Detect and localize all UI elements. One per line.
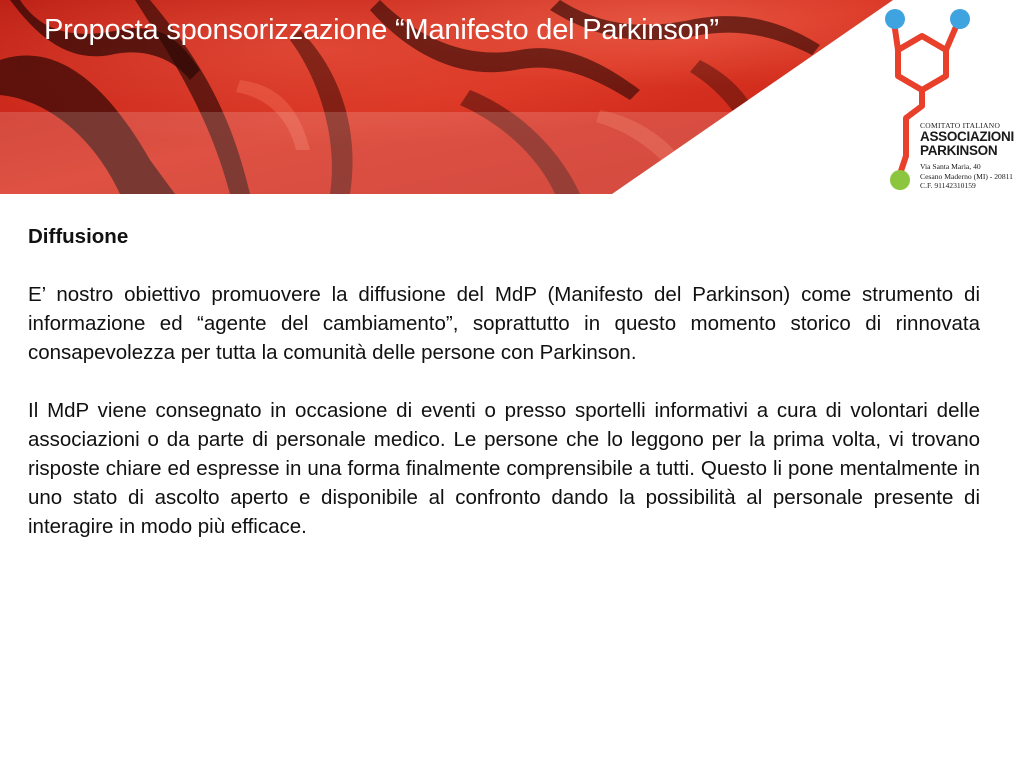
paragraph-objective: E’ nostro obiettivo promuovere la diffusione del MdP (Manifesto del Parkinson) come strumento di informazione ed “agente del cambiamento”, soprattutto in questo momento storico di rinnovata consapevolezza per tutta la comunità delle persone con Parkinson. [28, 283, 980, 364]
association-logo [884, 6, 1024, 196]
logo-text [920, 121, 1024, 191]
logo-name-line2: PARKINSON [920, 143, 998, 158]
section-heading: Diffusione [28, 225, 129, 248]
paragraph-distribution: Il MdP viene consegnato in occasione di eventi o presso sportelli informativi a cura di volontari delle associazioni o da parte di personale medico. Le persone che lo leggono per la prima volta, vi trovano risposte chiare ed espresse in una forma finalmente comprensibile a tutti. Questo li pone mentalmente in uno stato di ascolto aperto e disponibile al confronto dando la possibilità al personale presente di interagire in modo più efficace. [28, 399, 980, 538]
logo-address-line1: Via Santa Maria, 40 [920, 162, 981, 171]
logo-name-line1: ASSOCIAZIONI [920, 129, 1014, 144]
logo-address-line3: C.F. 91142310159 [920, 181, 976, 190]
banner-band [0, 112, 900, 194]
slide-content [28, 222, 980, 570]
slide-title: Proposta sponsorizzazione “Manifesto del Parkinson” [44, 14, 719, 46]
logo-address-line2: Cesano Maderno (MI) - 20811 [920, 171, 1013, 181]
logo-supertitle: COMITATO ITALIANO [920, 121, 1001, 130]
